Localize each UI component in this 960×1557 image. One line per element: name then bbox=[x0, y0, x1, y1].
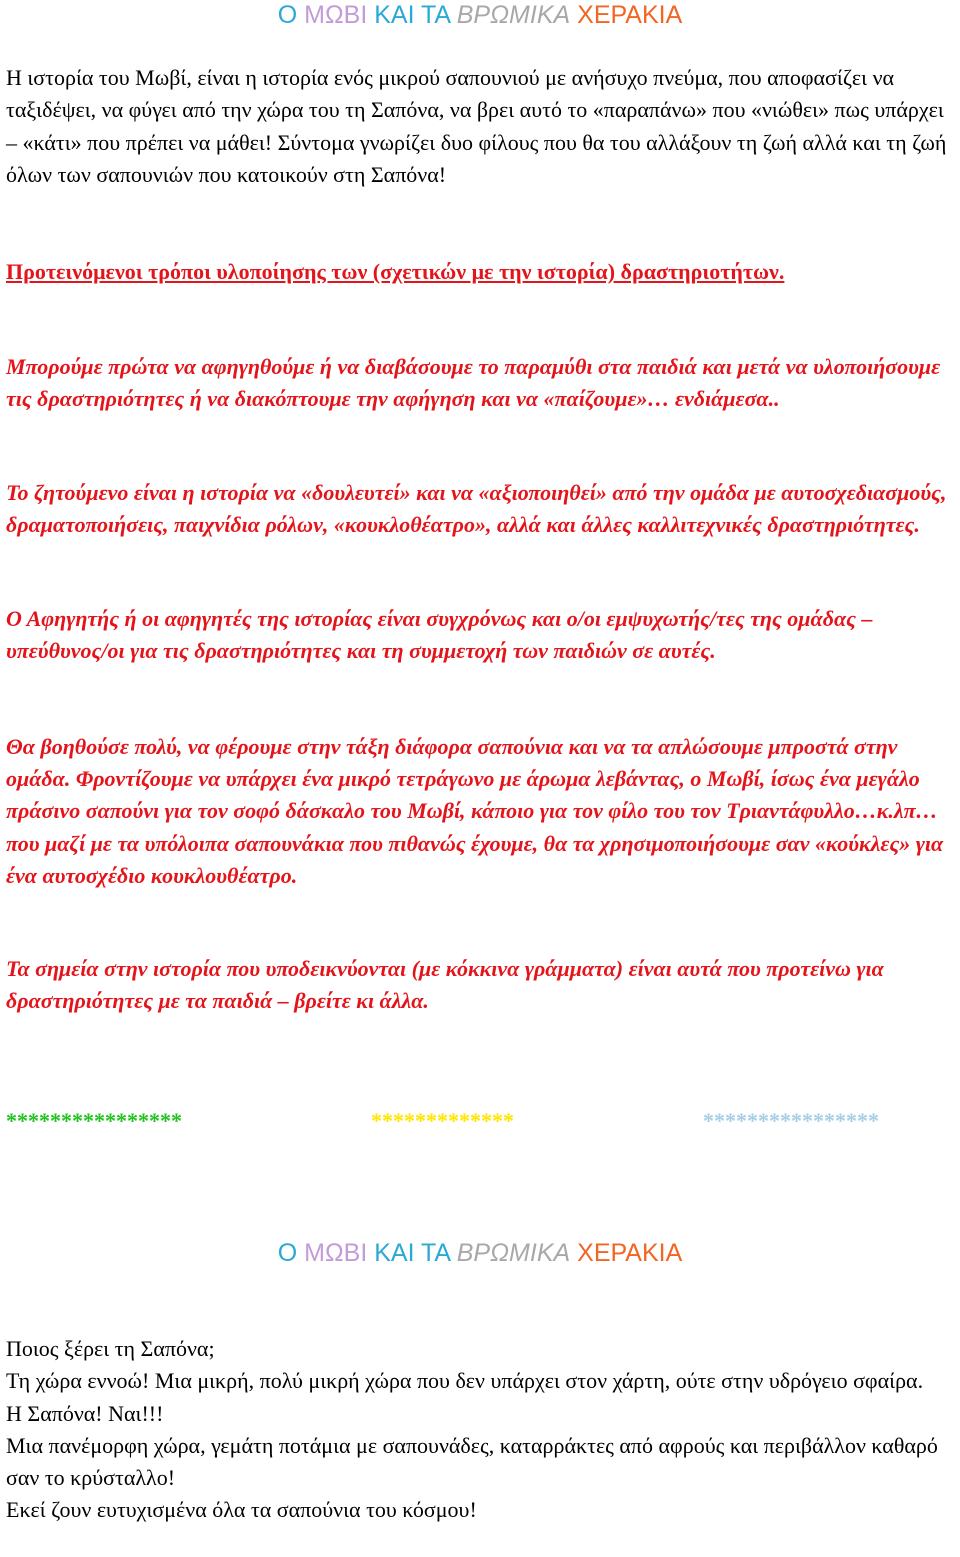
intro-paragraph: Η ιστορία του Μωβί, είναι η ιστορία ενός μικρού σαπουνιού με ανήσυχο πνεύμα, που αποφασίζει να ταξιδέψει, να φύγει από την χώρα του τη Σαπόνα, να βρει αυτό το «παραπάνω» που «νιώθει» πως υπάρχει – «κάτι» που πρέπει να μάθει! Σύντομα γνωρίζει δυο φίλους που θα του αλλάξουν τη ζωή αλλά και τη ζωή όλων των σαπουνιών που κατοικούν στη Σαπόνα! bbox=[6, 65, 947, 188]
instruction-paragraph-1: Μπορούμε πρώτα να αφηγηθούμε ή να διαβάσουμε το παραμύθι στα παιδιά και μετά να υλοποιήσουμε τις δραστηριότητες ή να διακόπτουμε την αφήγηση και να «παίζουμε»… ενδιάμεσα.. bbox=[6, 354, 941, 412]
document-title bbox=[0, 0, 960, 30]
title-word-vrwmika: ΒΡΩΜΙΚΑ bbox=[456, 1, 571, 29]
story-title-word-mwbi: ΜΩΒΙ bbox=[304, 1239, 368, 1267]
story-title-word-vrwmika: ΒΡΩΜΙΚΑ bbox=[456, 1239, 571, 1267]
story-text bbox=[6, 1333, 960, 1527]
title-word-xeria: ΧΕΡΑΚΙΑ bbox=[577, 1, 683, 29]
story-line: Ποιος ξέρει τη Σαπόνα; bbox=[6, 1336, 215, 1361]
separator-stars-green: **************** bbox=[6, 1108, 182, 1133]
separator-stars-yellow: ************* bbox=[371, 1108, 514, 1133]
story-line: Μια πανέμορφη χώρα, γεμάτη ποτάμια με σαπουνάδες, καταρράκτες από αφρούς και περιβάλλον καθαρό σαν το κρύσταλλο! bbox=[6, 1432, 938, 1491]
story-title-word-kai-ta: ΚΑΙ ΤΑ bbox=[374, 1239, 450, 1267]
story-line: Τη χώρα εννοώ! Μια μικρή, πολύ μικρή χώρα που δεν υπάρχει στον χάρτη, ούτε στην υδρόγειο σφαίρα. bbox=[6, 1368, 924, 1394]
separator-stars-blue: **************** bbox=[703, 1108, 879, 1133]
instruction-paragraph-5: Τα σημεία στην ιστορία που υποδεικνύονται (με κόκκινα γράμματα) είναι αυτά που προτείνω για δραστηριότητες με τα παιδιά – βρείτε κι άλλα. bbox=[6, 956, 884, 1014]
story-line: Εκεί ζουν ευτυχισμένα όλα τα σαπούνια του κόσμου! bbox=[6, 1497, 477, 1523]
title-word-o: Ο bbox=[277, 1, 298, 29]
instruction-paragraph-3: Ο Αφηγητής ή οι αφηγητές της ιστορίας είναι συγχρόνως και ο/οι εμψυχωτής/τες της ομάδας – υπεύθυνος/οι για τις δραστηριότητες και τη συμμετοχή των παιδιών σε αυτές. bbox=[6, 606, 873, 664]
activities-heading: Προτεινόμενοι τρόποι υλοποίησης των (σχετικών με την ιστορία) δραστηριοτήτων. bbox=[6, 259, 785, 284]
title-word-mwbi: ΜΩΒΙ bbox=[304, 1, 368, 29]
title-word-kai-ta: ΚΑΙ ΤΑ bbox=[374, 1, 450, 29]
instruction-paragraph-2: Το ζητούμενο είναι η ιστορία να «δουλευτεί» και να «αξιοποιηθεί» από την ομάδα με αυτοσχεδιασμούς, δραματοποιήσεις, παιχνίδια ρόλων, «κουκλοθέατρο», αλλά και άλλες καλλιτεχνικές δραστηριότητες. bbox=[6, 480, 947, 538]
instruction-paragraph-4: Θα βοηθούσε πολύ, να φέρουμε στην τάξη διάφορα σαπούνια και να τα απλώσουμε μπροστά στην ομάδα. Φροντίζουμε να υπάρχει ένα μικρό τετράγωνο με άρωμα λεβάντας, ο Μωβί, ίσως ένα μεγάλο πράσινο σαπούνι για τον σοφό δάσκαλο του Μωβί, κάποιο για τον φίλο του τον Τριαντάφυλλο…κ.λπ… που μαζί με τα υπόλοιπα σαπουνάκια που πιθανώς έχουμε, θα τα χρησιμοποιήσουμε σαν «κούκλες» για ένα αυτοσχέδιο κουκλουθέατρο. bbox=[6, 734, 944, 888]
story-title bbox=[0, 1238, 960, 1268]
story-title-word-o: Ο bbox=[277, 1239, 298, 1267]
story-title-word-xeria: ΧΕΡΑΚΙΑ bbox=[577, 1239, 683, 1267]
story-line: Η Σαπόνα! Ναι!!! bbox=[6, 1400, 164, 1426]
